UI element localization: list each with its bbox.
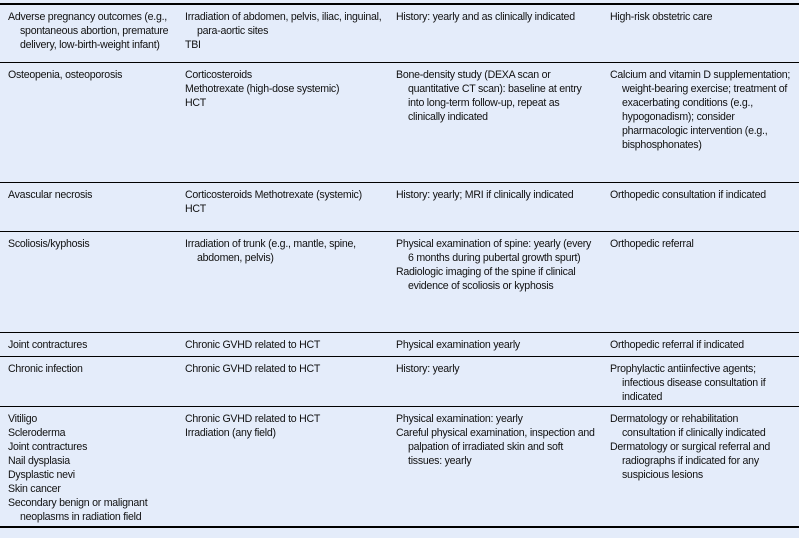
table-cell — [388, 357, 602, 406]
cell-text: Secondary benign or malignant neoplasms in radiation field — [8, 497, 148, 523]
cell-text: History: yearly — [396, 363, 460, 375]
table-cell — [0, 5, 177, 62]
cell-text: Dermatology or surgical referral and radiographs if indicated for any suspicious lesions — [610, 441, 770, 481]
cell-text: Bone-density study (DEXA scan or quantitative CT scan): baseline at entry into long-term follow-up, repeat as clinically indicated — [396, 69, 582, 123]
cell-text: Skin cancer — [8, 483, 61, 495]
table-row — [0, 232, 799, 333]
cell-text: Physical examination: yearly — [396, 413, 523, 425]
cell-text: Methotrexate (high-dose systemic) — [185, 83, 340, 95]
table-cell — [388, 5, 602, 62]
table-cell — [0, 232, 177, 332]
cell-text: High-risk obstetric care — [610, 11, 713, 23]
table-cell — [177, 183, 388, 231]
table-cell — [177, 357, 388, 406]
table-row — [0, 183, 799, 232]
cell-text: Osteopenia, osteoporosis — [8, 69, 123, 81]
table-cell — [388, 183, 602, 231]
cell-text: Vitiligo — [8, 413, 38, 425]
cell-text: Scleroderma — [8, 427, 66, 439]
table-cell — [602, 63, 799, 182]
table-cell — [177, 232, 388, 332]
cell-text: Radiologic imaging of the spine if clinical evidence of scoliosis or kyphosis — [396, 266, 576, 292]
table-cell — [177, 63, 388, 182]
cell-text: Scoliosis/kyphosis — [8, 238, 90, 250]
table-cell — [177, 5, 388, 62]
cell-text: TBI — [185, 39, 201, 51]
table-row — [0, 63, 799, 183]
cell-text: Corticosteroids Methotrexate (systemic) — [185, 189, 362, 201]
table-cell — [0, 333, 177, 356]
table-cell — [0, 63, 177, 182]
cell-text: Joint contractures — [8, 441, 88, 453]
cell-text: Dysplastic nevi — [8, 469, 75, 481]
cell-text: Chronic GVHD related to HCT — [185, 413, 321, 425]
table-cell — [0, 183, 177, 231]
table-cell — [602, 232, 799, 332]
cell-text: Chronic GVHD related to HCT — [185, 363, 321, 375]
table-cell — [388, 333, 602, 356]
cell-text: Dermatology or rehabilitation consultation if clinically indicated — [610, 413, 766, 439]
table-cell — [177, 407, 388, 526]
table-cell — [388, 407, 602, 526]
followup-table — [0, 3, 799, 528]
cell-text: History: yearly; MRI if clinically indicated — [396, 189, 574, 201]
cell-text: Orthopedic consultation if indicated — [610, 189, 766, 201]
cell-text: History: yearly and as clinically indicated — [396, 11, 575, 23]
cell-text: HCT — [185, 203, 207, 215]
cell-text: Physical examination yearly — [396, 339, 520, 351]
cell-text: Irradiation of trunk (e.g., mantle, spine, abdomen, pelvis) — [185, 238, 356, 264]
table-cell — [388, 232, 602, 332]
cell-text: Orthopedic referral — [610, 238, 694, 250]
cell-text: Prophylactic antiinfective agents; infectious disease consultation if indicated — [610, 363, 766, 403]
cell-text: Chronic infection — [8, 363, 83, 375]
table-cell — [602, 333, 799, 356]
table-cell — [602, 407, 799, 526]
cell-text: Joint contractures — [8, 339, 88, 351]
cell-text: Orthopedic referral if indicated — [610, 339, 744, 351]
cell-text: Avascular necrosis — [8, 189, 93, 201]
cell-text: Nail dysplasia — [8, 455, 70, 467]
cell-text: Careful physical examination, inspection and palpation of irradiated skin and soft tissues: yearly — [396, 427, 595, 467]
table-cell — [602, 5, 799, 62]
table-cell — [177, 333, 388, 356]
cell-text: Corticosteroids — [185, 69, 252, 81]
table-row — [0, 5, 799, 63]
cell-text: Adverse pregnancy outcomes (e.g., spontaneous abortion, premature delivery, low-birth-weight infant) — [8, 11, 169, 51]
cell-text: Physical examination of spine: yearly (every 6 months during pubertal growth spurt) — [396, 238, 592, 264]
table-row — [0, 407, 799, 526]
table-cell — [388, 63, 602, 182]
cell-text: Calcium and vitamin D supplementation; weight-bearing exercise; treatment of exacerbating conditions (e.g., hypogonadism); consider pharmacologic intervention (e.g., bisphosphonates) — [610, 69, 791, 151]
cell-text: Chronic GVHD related to HCT — [185, 339, 321, 351]
cell-text: Irradiation of abdomen, pelvis, iliac, inguinal, para-aortic sites — [185, 11, 382, 37]
table-cell — [602, 357, 799, 406]
table-row — [0, 357, 799, 407]
table-row — [0, 333, 799, 357]
table-cell — [0, 407, 177, 526]
cell-text: HCT — [185, 97, 207, 109]
table-cell — [602, 183, 799, 231]
cell-text: Irradiation (any field) — [185, 427, 276, 439]
table-cell — [0, 357, 177, 406]
